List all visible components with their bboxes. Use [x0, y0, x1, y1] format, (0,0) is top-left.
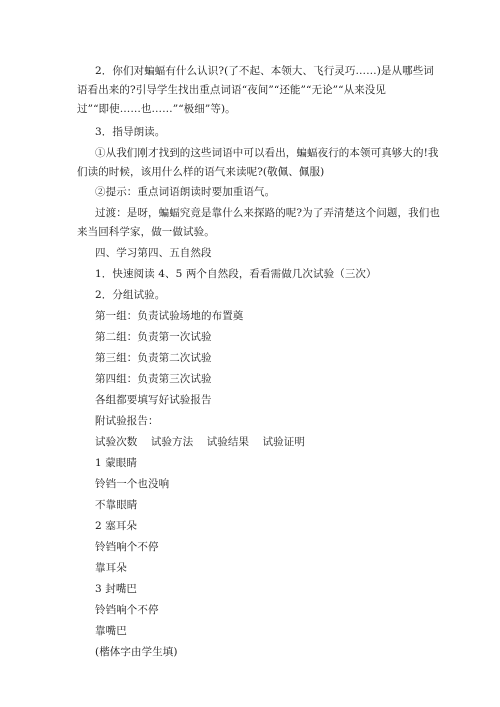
paragraph-line: ①从我们刚才找到的这些词语中可以看出，蝙蝠夜行的本领可真够大的!我 [95, 147, 439, 159]
report-row: 靠耳朵 [95, 562, 127, 574]
report-row: 铃铛一个也没响 [95, 478, 170, 490]
report-row: 铃铛响个不停 [95, 604, 159, 616]
report-row: 靠嘴巴 [95, 625, 127, 637]
paragraph-line: 过渡：是呀，蝙蝠究竟是靠什么来探路的呢?为了弄清楚这个问题，我们也 [95, 207, 440, 219]
report-header-cell: 试验结果 [206, 436, 250, 448]
paragraph-line: 过”“即使……也……”“极细”等)。 [77, 103, 236, 115]
list-item: 第二组：负责第一次试验 [95, 331, 212, 343]
paragraph-line: 们读的时候，该用什么样的语气来读呢?(敬佩、佩服) [77, 166, 325, 178]
report-row: 铃铛响个不停 [95, 541, 159, 553]
report-header-cell: 试验方法 [150, 436, 194, 448]
section-heading: 3．指导朗读。 [95, 126, 166, 138]
report-row: 3 封嘴巴 [95, 583, 138, 595]
list-item: 第一组：负责试验场地的布置奠 [95, 310, 244, 322]
paragraph-line: 1．快速阅读 4、5 两个自然段，看看需做几次试验（三次） [95, 268, 377, 280]
section-heading: 四、学习第四、五自然段 [95, 247, 212, 259]
paragraph-line: 2．你们对蝙蝠有什么认识?(了不起、本领大、飞行灵巧……)是从哪些词 [95, 65, 434, 77]
report-note: (楷体字由学生填) [95, 646, 178, 658]
report-header-cell: 试验次数 [95, 436, 138, 448]
paragraph-line: 2．分组试验。 [95, 289, 166, 301]
report-header-row [95, 436, 315, 449]
report-row: 2 塞耳朵 [95, 520, 138, 532]
report-row: 1 蒙眼睛 [95, 457, 138, 469]
paragraph-line: 来当回科学家，做一做试验。 [77, 226, 215, 238]
report-header-cell: 试验证明 [262, 436, 305, 448]
list-item: 第四组：负责第三次试验 [95, 373, 212, 385]
list-item: 第三组：负责第二次试验 [95, 352, 212, 364]
paragraph-line: 语看出来的?引导学生找出重点词语“夜间”“还能”“无论”“从来没见 [77, 84, 387, 96]
paragraph-line: 各组都要填写好试验报告 [95, 394, 212, 406]
report-row: 不靠眼睛 [95, 499, 138, 511]
paragraph-line: ②提示：重点词语朗读时要加重语气。 [95, 186, 276, 198]
paragraph-line: 附试验报告： [95, 415, 159, 427]
